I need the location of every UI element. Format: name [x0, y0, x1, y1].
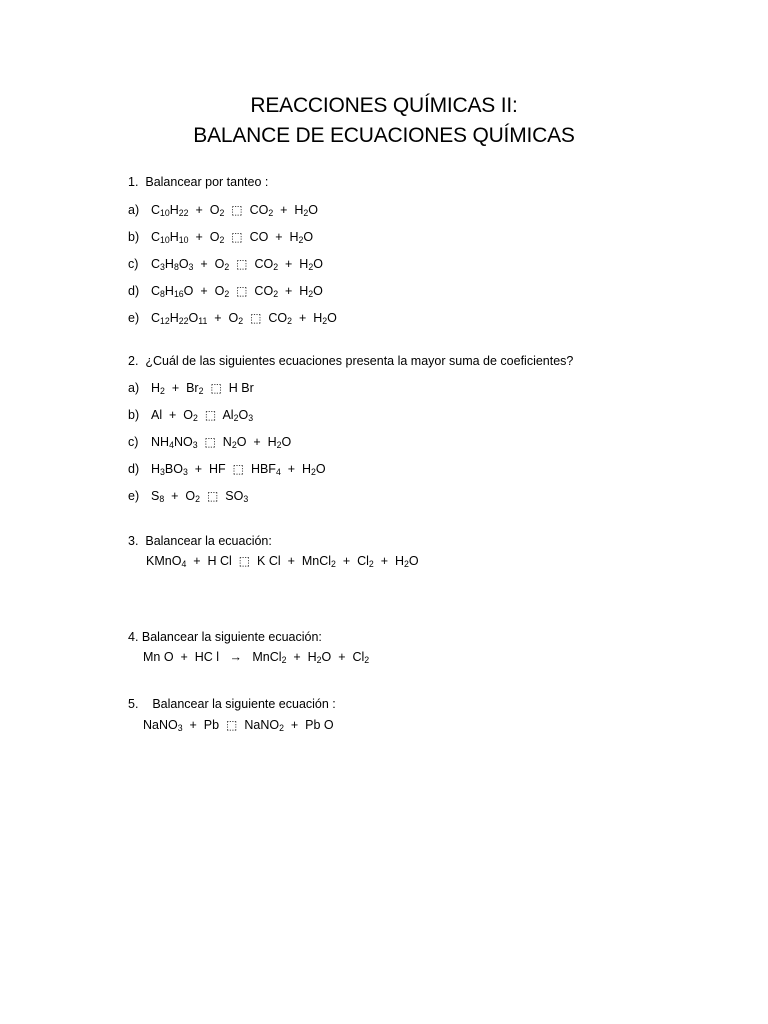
question-5-heading: 5. Balancear la siguiente ecuación :: [128, 697, 336, 711]
question-1-item-equation: $C_{10}H_{10} + O_2$ ⬚ CO + $H_2O$: [151, 230, 314, 246]
question-3-heading: 3. Balancear la ecuación:: [128, 534, 272, 548]
question-1-item-label: e): [128, 311, 140, 325]
question-2-item-equation: $S_8 + O_2$ ⬚ $SO_3$: [151, 489, 249, 505]
question-2-item-equation: $H_3BO_3$ + HF ⬚ $HBF_4 + H_2O$: [151, 462, 326, 478]
question-1-item-label: b): [128, 230, 140, 244]
question-1-item-label: d): [128, 284, 140, 298]
question-1-heading: 1. Balancear por tanteo :: [128, 175, 269, 189]
question-1-item-label: a): [128, 203, 140, 217]
question-1-item-equation: $C_{12}H_{22}O_{11} + O_2$ ⬚ $CO_2 + H_2O$: [151, 311, 337, 327]
title-line-1: REACCIONES QUÍMICAS II:: [250, 94, 518, 117]
question-2-item-equation: $Al + O_2$ ⬚ $Al_2O_3$: [151, 408, 254, 424]
question-2-heading: 2. ¿Cuál de las siguientes ecuaciones presenta la mayor suma de coeficientes?: [128, 354, 574, 368]
question-2-item-label: b): [128, 408, 140, 422]
question-2-item-equation: $NH_4NO_3$ ⬚ $N_2O + H_2O$: [151, 435, 292, 451]
question-4-equation: Mn O + HC l → MnCl$_2$ + $H_2O + Cl_2$: [143, 650, 370, 666]
question-2-item-equation: $H_2 + Br_2$ ⬚ H Br: [151, 381, 254, 397]
question-1-item-equation: $C_{10}H_{22} + O_2$ ⬚ $CO_2 + H_2O$: [151, 203, 319, 219]
question-2-item-label: e): [128, 489, 140, 503]
question-3-equation: KMnO$_4$ + H Cl ⬚ K Cl + MnCl$_2$ + $Cl_2 + H_2O$: [146, 554, 419, 570]
question-2-item-label: d): [128, 462, 140, 476]
question-5-equation: NaNO$_3$ + Pb ⬚ NaNO$_2$ + Pb O: [143, 718, 334, 734]
question-1-item-equation: $C_8H_{16}O + O_2$ ⬚ $CO_2 + H_2O$: [151, 284, 323, 300]
question-4-heading: 4. Balancear la siguiente ecuación:: [128, 630, 322, 644]
question-2-item-label: a): [128, 381, 140, 395]
question-1-item-equation: $C_3H_8O_3 + O_2$ ⬚ $CO_2 + H_2O$: [151, 257, 323, 273]
title-line-2: BALANCE DE ECUACIONES QUÍMICAS: [193, 124, 575, 147]
question-1-item-label: c): [128, 257, 139, 271]
question-2-item-label: c): [128, 435, 139, 449]
